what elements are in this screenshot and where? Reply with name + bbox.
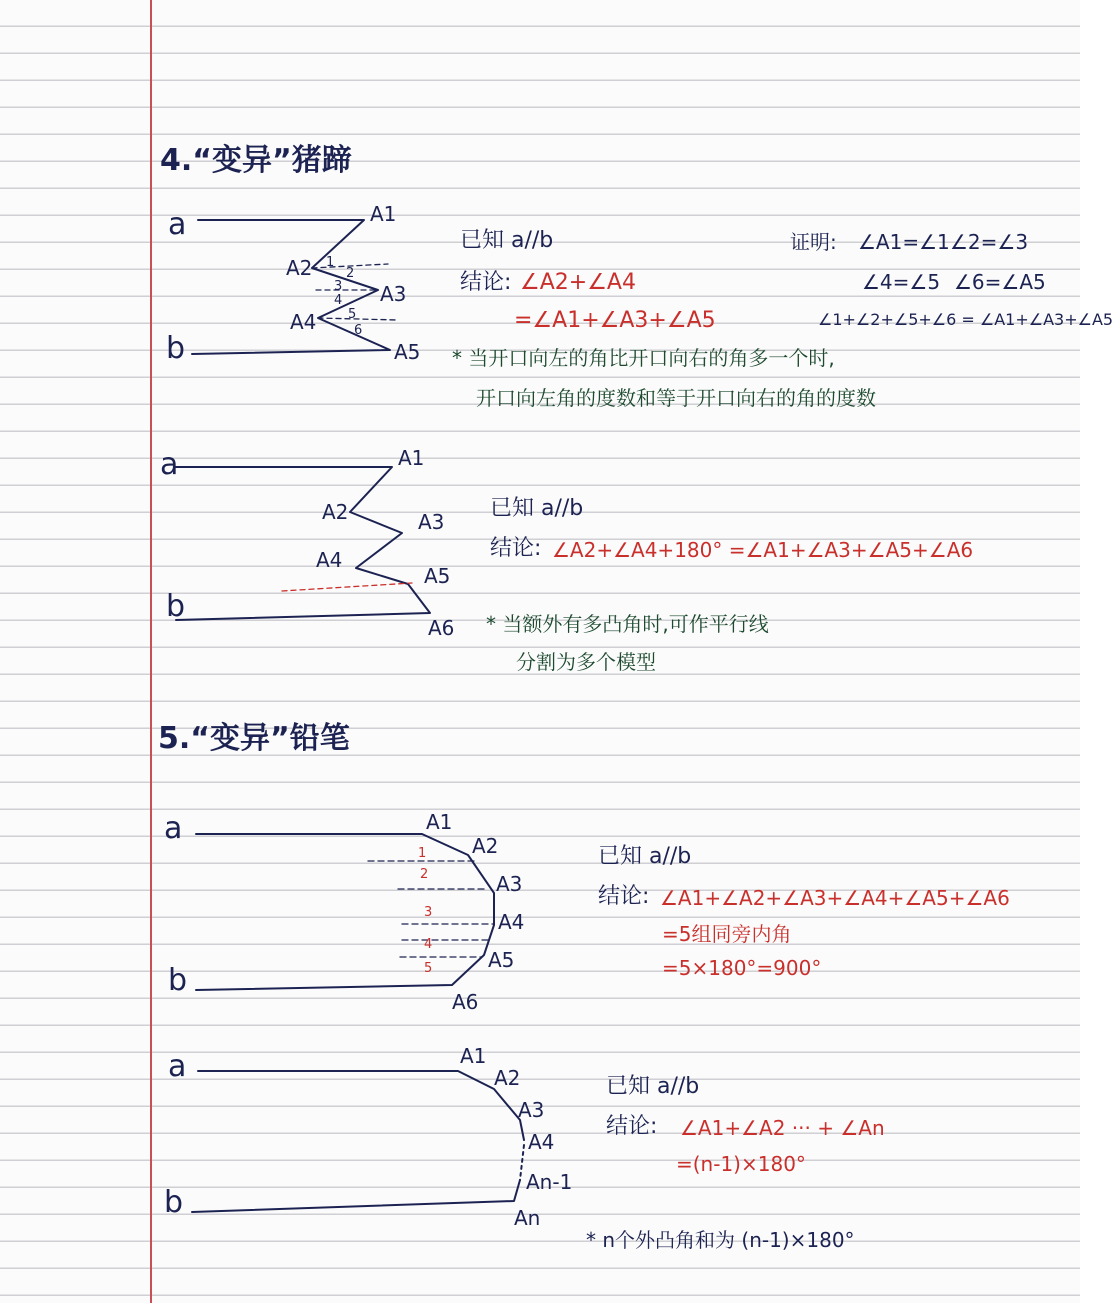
fig3-conclusion-line3: =5×180°=900° (662, 956, 822, 980)
fig3-point-a5: A5 (488, 948, 515, 972)
fig1-angle-1: 1 (326, 255, 335, 270)
fig4-note: * n个外凸角和为 (n-1)×180° (586, 1228, 855, 1252)
fig2-point-a6: A6 (428, 616, 455, 640)
fig3-conclusion-line2: =5组同旁内角 (662, 922, 792, 946)
fig4-point-a2: A2 (494, 1066, 521, 1090)
fig1-line-a-label: a (168, 207, 187, 242)
fig2-conclusion: ∠A2+∠A4+180° =∠A1+∠A3+∠A5+∠A6 (552, 538, 974, 562)
fig2-point-a2: A2 (322, 500, 349, 524)
fig1-conclusion-label: 结论: (460, 270, 512, 295)
fig3-point-a2: A2 (472, 834, 499, 858)
fig4-point-a1: A1 (460, 1044, 487, 1068)
fig1-conclusion-line1: ∠A2+∠A4 (520, 270, 636, 295)
fig3-line-b-label: b (168, 963, 188, 998)
section4-heading: 4.“变异”猪蹄 (160, 143, 352, 178)
fig4-point-an-1: An-1 (526, 1170, 573, 1194)
fig3-point-a6: A6 (452, 990, 479, 1014)
fig1-proof-2b: ∠6=∠A5 (954, 270, 1046, 294)
fig4-point-a3: A3 (518, 1098, 545, 1122)
fig2-given: 已知 a//b (490, 496, 584, 521)
fig3-point-a4: A4 (498, 910, 525, 934)
fig2-point-a1: A1 (398, 446, 425, 470)
fig4-path-bottom (192, 1180, 520, 1212)
fig1-angle-2: 2 (346, 266, 355, 281)
fig2-point-a4: A4 (316, 548, 343, 572)
fig3-angle-5: 5 (424, 961, 433, 976)
fig4-line-b-label: b (164, 1185, 184, 1220)
fig3-point-a1: A1 (426, 810, 453, 834)
fig3-conclusion-label: 结论: (598, 884, 650, 909)
fig3-point-a3: A3 (496, 872, 523, 896)
fig4-path-top (198, 1071, 524, 1140)
fig4-point-an: An (514, 1206, 541, 1230)
fig1-point-a5: A5 (394, 340, 421, 364)
fig1-proof-3: ∠1+∠2+∠5+∠6 = ∠A1+∠A3+∠A5 (818, 310, 1113, 329)
fig3-path (196, 834, 494, 990)
fig1-note-2: 开口向左角的度数和等于开口向右的角的度数 (476, 386, 876, 410)
fig4-conclusion-line2: =(n-1)×180° (676, 1152, 806, 1176)
fig2-dashed-line (282, 583, 412, 591)
fig3-angle-4: 4 (424, 937, 433, 952)
fig1-conclusion-line2: =∠A1+∠A3+∠A5 (514, 308, 716, 333)
fig1-proof-1b: ∠2=∠3 (950, 230, 1029, 254)
fig1-angle-4: 4 (334, 293, 343, 308)
fig1-line-b-label: b (166, 331, 186, 366)
fig4-point-a4: A4 (528, 1130, 555, 1154)
fig1-given: 已知 a//b (460, 228, 554, 253)
fig3-line-a-label: a (164, 811, 183, 846)
fig4-line-a-label: a (168, 1049, 187, 1084)
fig2-point-a5: A5 (424, 564, 451, 588)
fig1-angle-5: 5 (348, 307, 357, 322)
fig4-given: 已知 a//b (606, 1074, 700, 1099)
fig3-given: 已知 a//b (598, 844, 692, 869)
section5-heading: 5.“变异”铅笔 (158, 721, 350, 756)
fig1-proof-1a: ∠A1=∠1 (858, 230, 950, 254)
fig4-conclusion-line1: ∠A1+∠A2 ··· + ∠An (680, 1116, 885, 1140)
fig4-dotted-segment (520, 1145, 524, 1180)
fig1-angle-3: 3 (334, 279, 343, 294)
fig2-conclusion-label: 结论: (490, 536, 542, 561)
fig2-line-a-label: a (160, 447, 179, 482)
fig1-point-a3: A3 (380, 282, 407, 306)
fig2-note-1: * 当额外有多凸角时,可作平行线 (486, 612, 769, 636)
fig1-point-a4: A4 (290, 310, 317, 334)
fig3-angle-2: 2 (420, 867, 429, 882)
fig2-point-a3: A3 (418, 510, 445, 534)
fig1-point-a2: A2 (286, 256, 313, 280)
fig2-path (176, 467, 430, 620)
fig1-angle-6: 6 (354, 323, 363, 338)
fig3-angle-3: 3 (424, 905, 433, 920)
fig4-conclusion-label: 结论: (606, 1114, 658, 1139)
fig2-line-b-label: b (166, 589, 186, 624)
fig3-angle-1: 1 (418, 846, 427, 861)
fig1-proof-2a: ∠4=∠5 (862, 270, 941, 294)
fig1-proof-label: 证明: (790, 230, 837, 254)
fig1-note-1: * 当开口向左的角比开口向右的角多一个时, (452, 346, 835, 370)
fig3-conclusion-line1: ∠A1+∠A2+∠A3+∠A4+∠A5+∠A6 (660, 886, 1010, 910)
fig2-note-2: 分割为多个模型 (516, 650, 656, 674)
fig1-point-a1: A1 (370, 202, 397, 226)
